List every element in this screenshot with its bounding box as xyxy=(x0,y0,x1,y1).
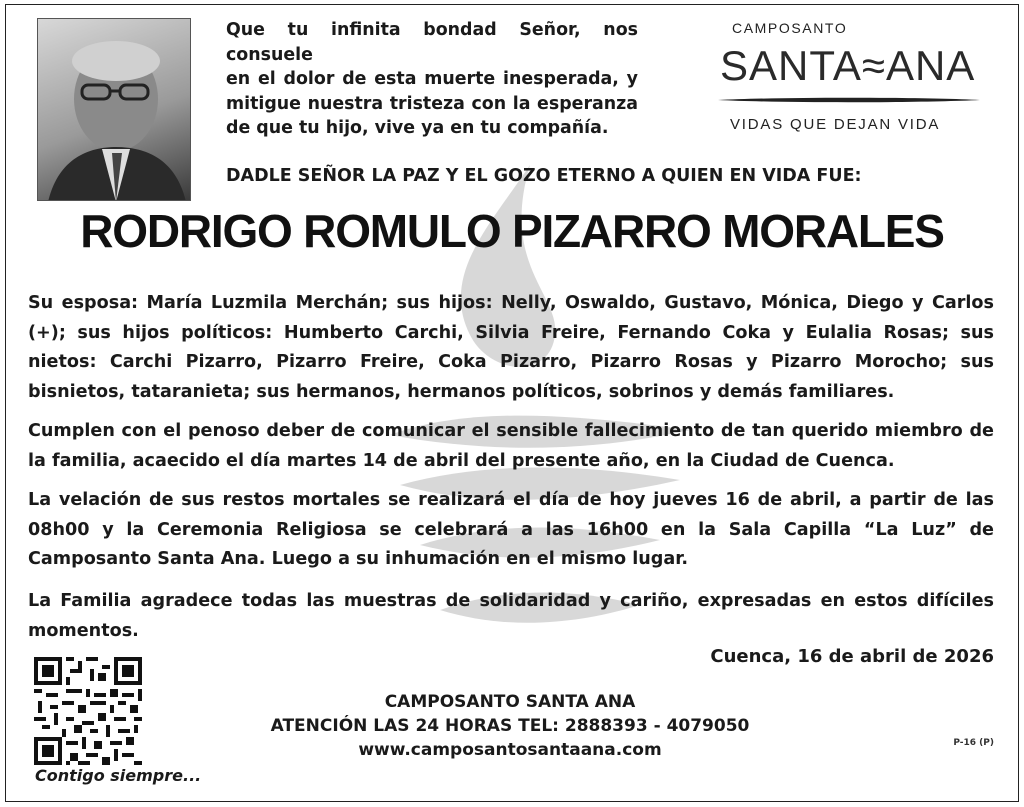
slogan: Contigo siempre... xyxy=(35,766,202,785)
portrait-silhouette-icon xyxy=(38,19,191,201)
logo-name: SANTA≈ANA xyxy=(720,42,976,89)
verse-line: en el dolor de esta muerte inesperada, y xyxy=(226,69,638,89)
family-paragraph: Su esposa: María Luzmila Merchán; sus hijos: Nelly, Oswaldo, Gustavo, Mónica, Diego y Carlos (+); sus hijos políticos: Humberto Carchi, Silvia Freire, Fernando Coka y Eulalia Rosas; sus nietos: Carchi Pizarro, Pizarro Freire, Coka Pizarro, Pizarro Rosas y Pizarro Morocho; sus bisnietos, tataranieta; sus hermanos, hermanos políticos, sobrinos y demás familiares. xyxy=(28,293,994,402)
verse-line: de que tu hijo, vive ya en tu compañía. xyxy=(226,118,609,138)
footer-company: CAMPOSANTO SANTA ANA xyxy=(384,692,636,712)
subtitle: DADLE SEÑOR LA PAZ Y EL GOZO ETERNO A QUIEN EN VIDA FUE: xyxy=(226,166,862,186)
camposanto-logo xyxy=(718,18,986,138)
logo-underline-icon xyxy=(718,96,980,104)
thanks-paragraph: La Familia agradece todas las muestras de solidaridad y cariño, expresadas en estos difíciles momentos. xyxy=(28,591,994,641)
date-line: Cuenca, 16 de abril de 2026 xyxy=(710,646,994,667)
verse-line: mitigue nuestra tristeza con la esperanza xyxy=(226,93,638,114)
logo-tagline: VIDAS QUE DEJAN VIDA xyxy=(730,116,941,133)
footer-contact xyxy=(250,690,770,762)
footer-phone: ATENCIÓN LAS 24 HORAS TEL: 2888393 - 4079050 xyxy=(270,716,750,736)
footer-website-link[interactable]: www.camposantosantaana.com xyxy=(358,740,662,760)
deceased-photo xyxy=(37,18,191,201)
ceremony-paragraph: La velación de sus restos mortales se realizará el día de hoy jueves 16 de abril, a partir de las 08h00 y la Ceremonia Religiosa se celebrará a las 16h00 en la Sala Capilla “La Luz” de Camposanto Santa Ana. Luego a su inhumación en el mismo lugar. xyxy=(28,490,994,569)
prayer-verse xyxy=(226,18,638,141)
announcement-paragraph: Cumplen con el penoso deber de comunicar el sensible fallecimiento de tan querido miembro de la familia, acaecido el día martes 14 de abril del presente año, en la Ciudad de Cuenca. xyxy=(28,421,994,471)
ad-code: P-16 (P) xyxy=(953,738,994,748)
logo-top-text: CAMPOSANTO xyxy=(732,20,848,36)
qr-code-icon[interactable] xyxy=(34,657,142,765)
deceased-name: RODRIGO ROMULO PIZARRO MORALES xyxy=(80,205,944,257)
verse-line: Que tu infinita bondad Señor, nos consuele xyxy=(226,20,638,65)
